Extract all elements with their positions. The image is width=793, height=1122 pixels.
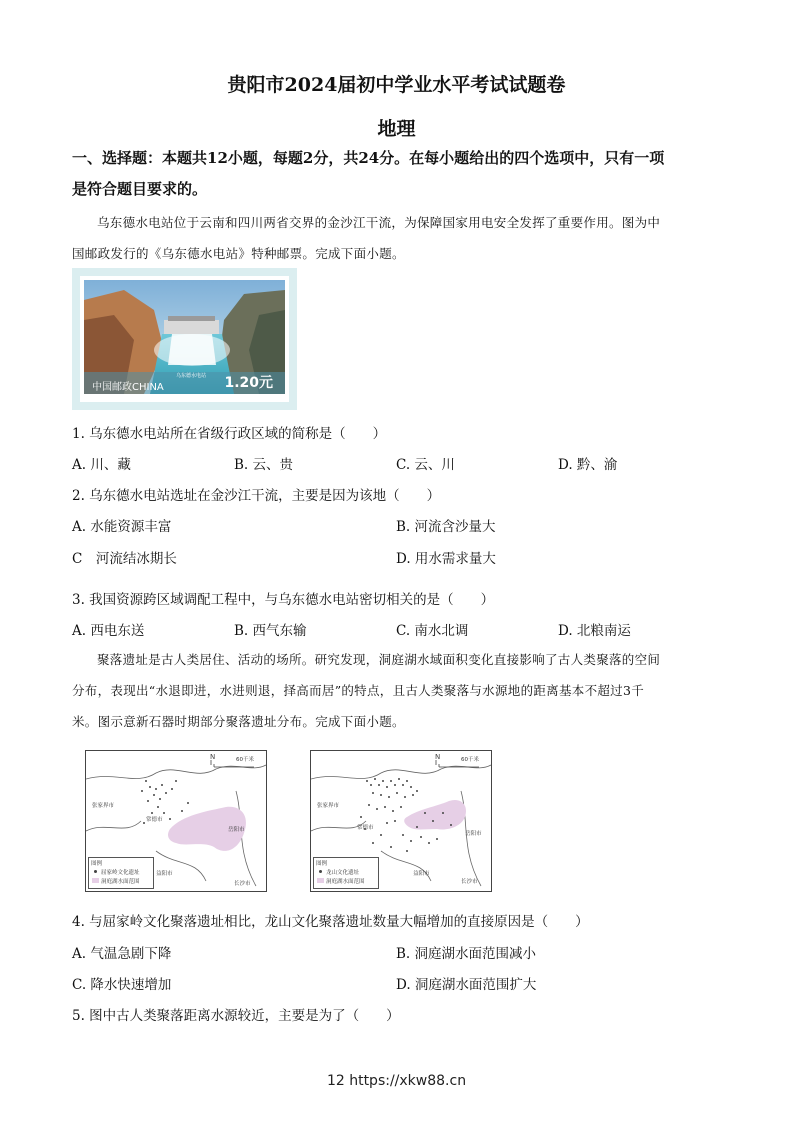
passage-2	[72, 644, 727, 737]
map-right-city-yueyang: 岳阳市	[465, 831, 482, 837]
question-5: 5. 图中古人类聚落距离水源较近，主要是为了（ ）	[72, 1008, 400, 1024]
q3-option-d: D. 北粮南运	[558, 623, 631, 639]
stamp-image	[72, 268, 297, 410]
q3-option-c: C. 南水北调	[396, 623, 469, 639]
passage-1	[72, 207, 727, 269]
map-right-city-changde: 常德市	[357, 825, 374, 831]
passage-2-line2: 分布，表现出“水退即进，水进则退，择高而居”的特点，且古人类聚落与水源地的距离基本不超过3千	[72, 683, 645, 698]
question-3: 3. 我国资源跨区域调配工程中，与乌东德水电站密切相关的是（ ）	[72, 592, 495, 608]
q1-option-d: D. 黔、渝	[558, 457, 618, 473]
section-heading	[72, 143, 727, 205]
lake-area	[404, 800, 466, 830]
passage-1-line1: 乌东德水电站位于云南和四川两省交界的金沙江干流，为保障国家用电安全发挥了重要作用。图为中	[97, 215, 661, 230]
q4-option-a: A. 气温急剧下降	[72, 946, 172, 962]
map-right-legend-item2: 洞庭湖水面范围	[326, 879, 365, 885]
stamp-small-text: 乌东德水电站	[176, 373, 207, 379]
section-heading-line1: 一、选择题：本题共12小题，每题2分，共24分。在每小题给出的四个选项中，只有一项	[72, 149, 665, 167]
legend-lake-symbol	[92, 878, 99, 883]
map-right-city-changsha: 长沙市	[461, 879, 478, 885]
q4-option-d: D. 洞庭湖水面范围扩大	[396, 977, 537, 993]
map-qujialing	[85, 750, 267, 892]
page-title: 贵阳市2024届初中学业水平考试试题卷	[227, 74, 566, 96]
map-right-city-zhangjiajie: 张家界市	[317, 803, 340, 809]
stamp-caption: 中国邮政CHINA	[92, 382, 164, 393]
legend-dot-symbol	[319, 870, 322, 873]
q2-option-b: B. 河流含沙量大	[396, 519, 496, 535]
q4-option-b: B. 洞庭湖水面范围减小	[396, 946, 537, 962]
map-left-legend	[88, 857, 154, 889]
q1-option-c: C. 云、川	[396, 457, 455, 473]
map-right-scale: 60千米	[461, 757, 479, 763]
section-heading-line2: 是符合题目要求的。	[72, 180, 208, 198]
map-left-city-zhangjiajie: 张家界市	[92, 803, 115, 809]
svg-text:N: N	[435, 753, 441, 761]
q2-option-a: A. 水能资源丰富	[72, 519, 172, 535]
map-left-scale: 60千米	[236, 757, 254, 763]
map-right-legend	[313, 857, 379, 889]
map-left-legend-title: 图例	[91, 861, 103, 867]
map-longshan	[310, 750, 492, 892]
q1-option-a: A. 川、藏	[72, 457, 131, 473]
map-left-legend-item1: 屈家岭文化遗址	[101, 870, 140, 876]
map-left-city-changsha: 长沙市	[234, 881, 251, 887]
q2-option-c: C 河流结冰期长	[72, 551, 177, 567]
map-left-city-yueyang: 岳阳市	[228, 827, 245, 833]
passage-2-line1: 聚落遗址是古人类居住、活动的场所。研究发现，洞庭湖水域面积变化直接影响了古人类聚落的空间	[97, 652, 661, 667]
passage-1-line2: 国邮政发行的《乌东德水电站》特种邮票。完成下面小题。	[72, 246, 405, 261]
question-2: 2. 乌东德水电站选址在金沙江干流，主要是因为该地（ ）	[72, 488, 441, 504]
legend-lake-symbol	[317, 878, 324, 883]
q4-option-c: C. 降水快速增加	[72, 977, 172, 993]
q3-option-a: A. 西电东送	[72, 623, 145, 639]
map-left-city-changde: 常德市	[146, 817, 163, 823]
stamp-value: 1.20元	[224, 375, 273, 391]
q2-option-d: D. 用水需求量大	[396, 551, 496, 567]
page-subtitle: 地理	[377, 118, 416, 140]
legend-dot-symbol	[94, 870, 97, 873]
map-left-legend-item2: 洞庭湖水面范围	[101, 879, 140, 885]
question-1: 1. 乌东德水电站所在省级行政区域的简称是（ ）	[72, 426, 387, 442]
q3-option-b: B. 西气东输	[234, 623, 307, 639]
map-right-legend-item1: 龙山文化遗址	[326, 870, 360, 876]
question-4: 4. 与屈家岭文化聚落遗址相比，龙山文化聚落遗址数量大幅增加的直接原因是（ ）	[72, 914, 589, 930]
map-right-city-yiyang: 益阳市	[413, 871, 430, 877]
q1-option-b: B. 云、贵	[234, 457, 294, 473]
svg-text:N: N	[210, 753, 216, 761]
map-left-city-yiyang: 益阳市	[156, 871, 173, 877]
map-right-legend-title: 图例	[316, 861, 328, 867]
page-footer: 12 https://xkw88.cn	[326, 1073, 467, 1089]
passage-2-line3: 米。图示意新石器时期部分聚落遗址分布。完成下面小题。	[72, 714, 405, 729]
